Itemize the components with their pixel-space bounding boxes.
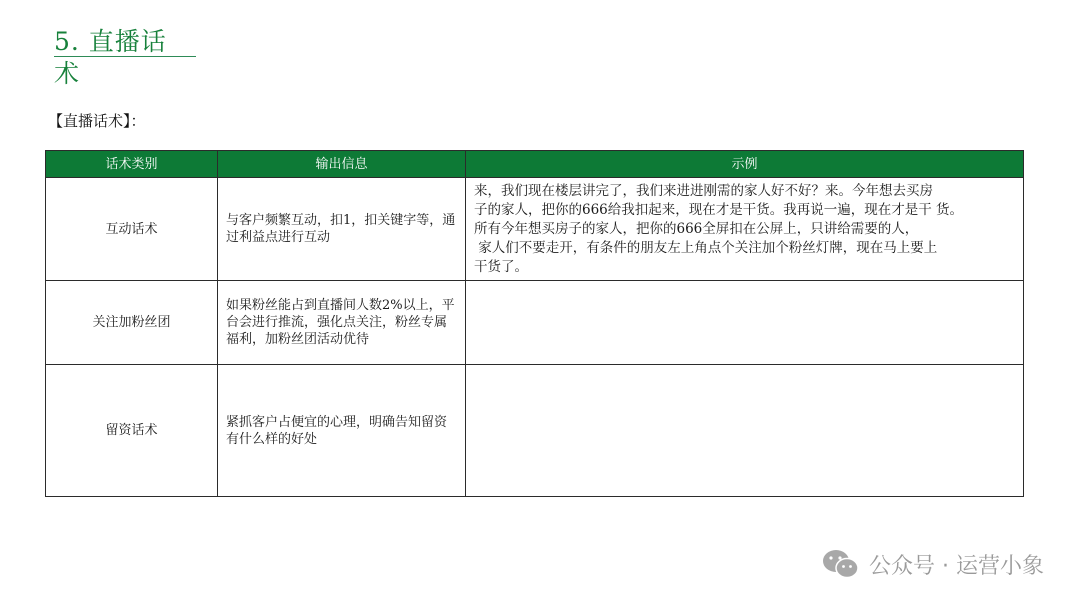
watermark-text: 公众号 · 运营小象: [869, 553, 1044, 579]
example-line: 干货了。: [474, 258, 528, 275]
table-row: [46, 178, 1024, 281]
cell-example: [466, 365, 1024, 497]
page-title-line-2: 术: [54, 59, 81, 88]
table-row: [46, 365, 1024, 497]
page-title-line-1: 5. 直播话: [54, 27, 167, 56]
cell-type: 关注加粉丝团: [46, 281, 218, 365]
cell-example: [466, 178, 1024, 281]
cell-example: [466, 281, 1024, 365]
page-title: [54, 26, 196, 90]
example-line: 家人们不要走开，有条件的朋友左上角点个关注加个粉丝灯牌，现在马上要上: [474, 239, 938, 256]
cell-info: 与客户频繁互动，扣1，扣关键字等，通过利益点进行互动: [218, 178, 466, 281]
cell-info: 如果粉丝能占到直播间人数2%以上，平台会进行推流，强化点关注，粉丝专属福利，加粉丝团活动优待: [218, 281, 466, 365]
example-line: 所有今年想买房子的家人，把你的666全屏扣在公屏上，只讲给需要的人，: [474, 220, 919, 237]
cell-type: 留资话术: [46, 365, 218, 497]
example-line: 子的家人，把你的666给我扣起来，现在才是干货。我再说一遍，现在才是干 货。: [474, 201, 964, 218]
watermark: [821, 548, 1044, 580]
cell-type: 互动话术: [46, 178, 218, 281]
example-line: 来，我们现在楼层讲完了，我们来进进刚需的家人好不好？来。今年想去买房: [474, 182, 933, 199]
header-example: 示例: [466, 151, 1024, 178]
title-underline: [54, 56, 196, 57]
table-row: [46, 281, 1024, 365]
header-category: 话术类别: [46, 151, 218, 178]
cell-info: 紧抓客户占便宜的心理，明确告知留资有什么样的好处: [218, 365, 466, 497]
script-table: [45, 150, 1024, 497]
table-header-row: [46, 151, 1024, 178]
wechat-icon: [821, 548, 861, 580]
header-output-info: 输出信息: [218, 151, 466, 178]
section-label: 【直播话术】：: [48, 112, 146, 130]
